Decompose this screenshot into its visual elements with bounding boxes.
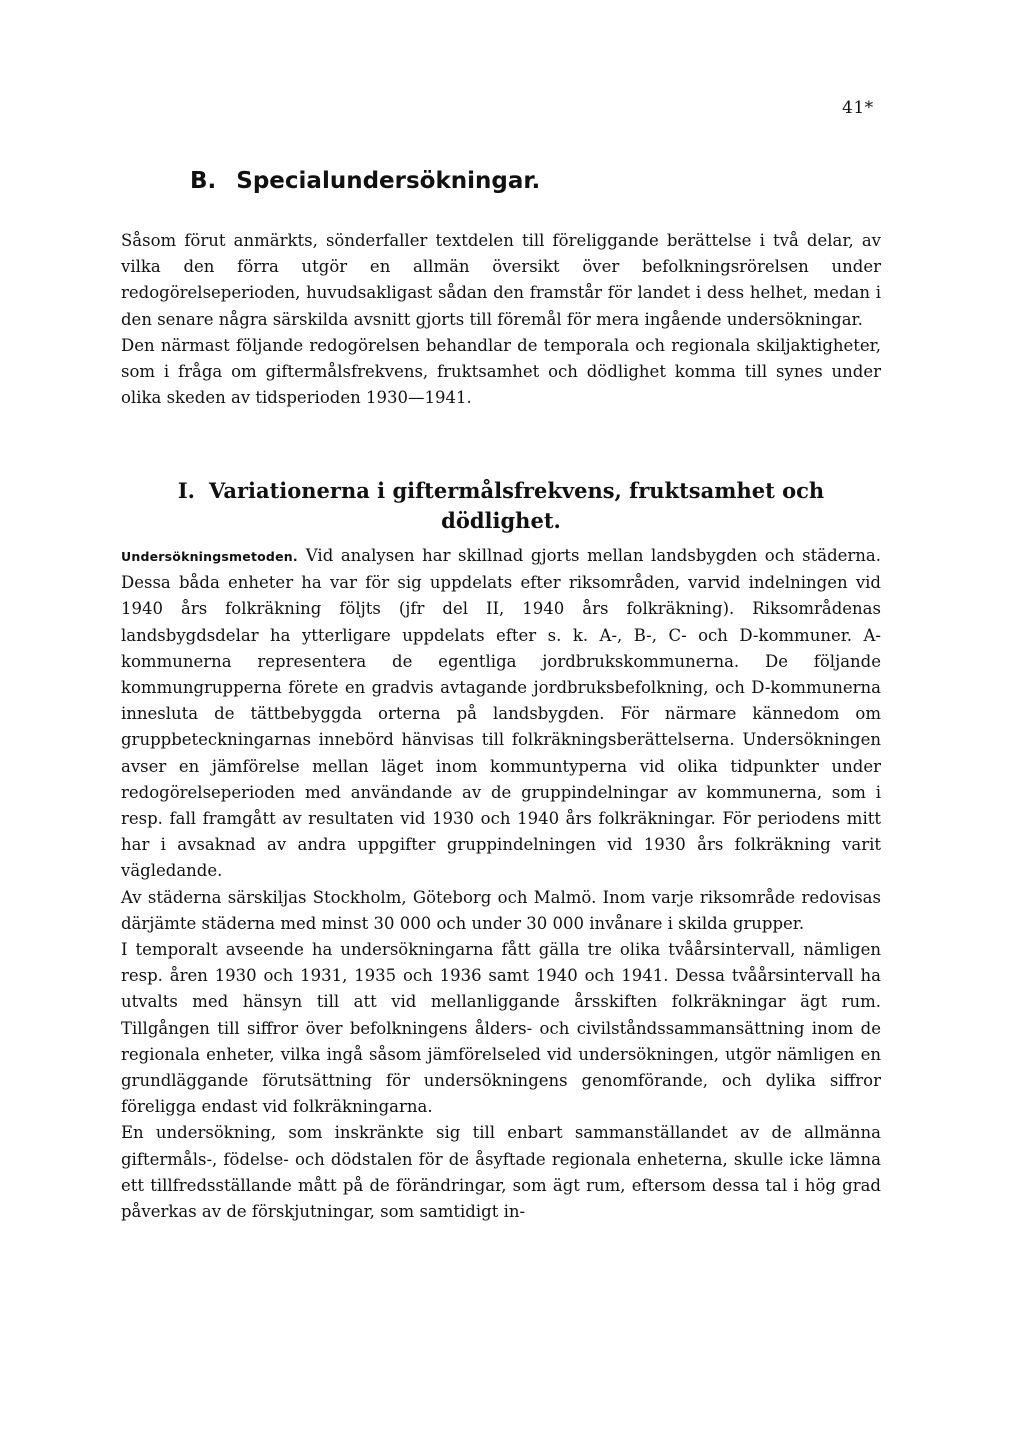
method-paragraph-2: Av städerna särskiljas Stockholm, Göteborg och Malmö. Inom varje riksområde redovisas därjämte städerna med minst 30 000 och under 30 000 invånare i skilda grupper. — [121, 887, 881, 933]
intro-text — [121, 228, 881, 411]
page-number: 41* — [842, 98, 874, 118]
subsection-number: I. — [177, 478, 195, 503]
method-text — [121, 543, 881, 1225]
subsection-title: Variationerna i giftermålsfrekvens, fruktsamhet och dödlighet. — [208, 478, 825, 533]
section-number: B. — [190, 168, 217, 194]
section-title: Specialundersökningar. — [236, 168, 541, 194]
intro-paragraph-1: Såsom förut anmärkts, sönderfaller textdelen till föreliggande berättelse i två delar, av vilka den förra utgör en allmän översikt över befolkningsrörelsen under redogörelseperioden, huvudsakligast sådan den framstår för landet i dess helhet, medan i den senare några särskilda avsnitt gjorts till föremål för mera ingående undersökningar. — [121, 231, 881, 329]
subsection-heading — [121, 476, 881, 536]
runin-heading: Undersökningsmetoden. — [121, 549, 298, 564]
method-paragraph-1 — [121, 543, 881, 885]
section-heading — [190, 168, 540, 194]
method-paragraph-1-text: Vid analysen har skillnad gjorts mellan landsbygden och städerna. Dessa båda enheter ha var för sig uppdelats efter riksområden, varvid indelningen vid 1940 års folkräkning följts (jfr del II, 1940 års folkräkning). Riksområdenas landsbygdsdelar ha ytterligare uppdelats efter s. k. A-, B-, C- och D-kommuner. A-kommunerna representera de egentliga jordbrukskommunerna. De följande kommungrupperna förete en gradvis avtagande jordbruksbefolkning, och D-kommunerna innesluta de tättbebyggda orterna på landsbygden. För närmare kännedom om gruppbeteckningarnas innebörd hänvisas till folkräkningsberättelserna. Undersökningen avser en jämförelse mellan läget inom kommuntyperna vid olika tidpunkter under redogörelseperioden med användande av de gruppindelningar av kommunerna, som i resp. fall framgått av resultaten vid 1930 och 1940 års folkräkningar. För periodens mitt har i avsaknad av andra uppgifter gruppindelningen vid 1930 års folkräkning varit vägledande. — [121, 546, 881, 881]
intro-paragraph-2: Den närmast följande redogörelsen behandlar de temporala och regionala skiljaktigheter, som i fråga om giftermålsfrekvens, fruktsamhet och dödlighet komma till synes under olika skeden av tidsperioden 1930—1941. — [121, 335, 881, 408]
method-paragraph-3: I temporalt avseende ha undersökningarna fått gälla tre olika tvåårsintervall, nämligen resp. åren 1930 och 1931, 1935 och 1936 samt 1940 och 1941. Dessa tvåårsintervall ha utvalts med hänsyn till att vid mellanliggande årsskiften folkräkningar ägt rum. Tillgången till siffror över befolkningens ålders- och civilståndssammansättning inom de regionala enheter, vilka ingå såsom jämförelseled vid undersökningen, utgör nämligen en grundläggande förutsättning för undersökningens genomförande, och dylika siffror föreligga endast vid folkräkningarna. — [121, 940, 881, 1117]
method-paragraph-4: En undersökning, som inskränkte sig till enbart sammanställandet av de allmänna giftermåls-, födelse- och dödstalen för de åsyftade regionala enheterna, skulle icke lämna ett tillfredsställande mått på de förändringar, som ägt rum, eftersom dessa tal i hög grad påverkas av de förskjutningar, som samtidigt in- — [121, 1123, 881, 1222]
